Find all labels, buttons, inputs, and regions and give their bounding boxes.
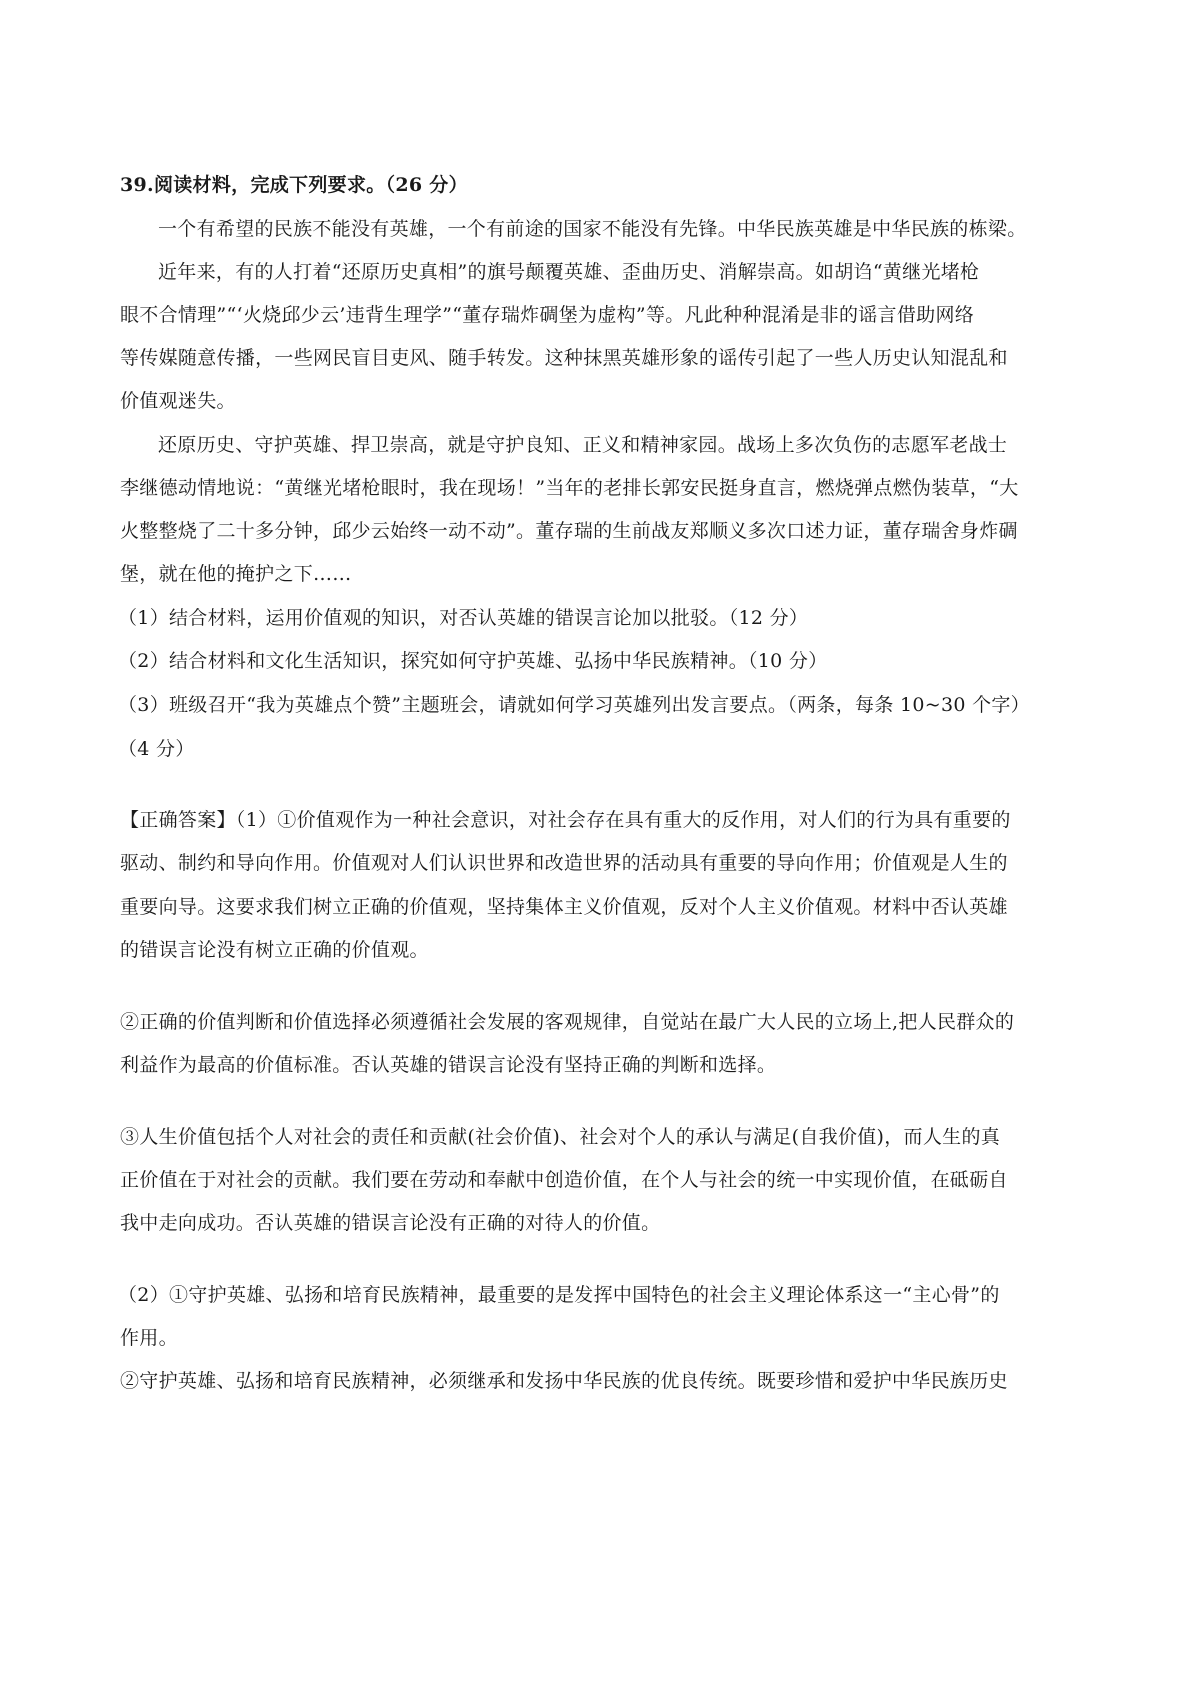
material-paragraph-2-line-1: 近年来，有的人打着“还原历史真相”的旗号颠覆英雄、歪曲历史、消解崇高。如胡诌“黄继光堵枪 xyxy=(158,261,980,283)
material-paragraph-1: 一个有希望的民族不能没有英雄，一个有前途的国家不能没有先锋。中华民族英雄是中华民族的栋梁。 xyxy=(158,218,1027,240)
answer-4-line-3: ②守护英雄、弘扬和培育民族精神，必须继承和发扬中华民族的优良传统。既要珍惜和爱护中华民族历史 xyxy=(120,1370,1008,1392)
question-title: 39.阅读材料，完成下列要求。（26 分） xyxy=(120,174,468,196)
answer-4-line-1: （2）①守护英雄、弘扬和培育民族精神，最重要的是发挥中国特色的社会主义理论体系这一“主心骨”的 xyxy=(118,1284,1000,1306)
answer-1-line-1: 【正确答案】（1）①价值观作为一种社会意识，对社会存在具有重大的反作用，对人们的行为具有重要的 xyxy=(120,809,1011,831)
material-paragraph-2-line-2: 眼不合情理”“‘火烧邱少云’违背生理学”“董存瑞炸碉堡为虚构”等。凡此种种混淆是非的谣言借助网络 xyxy=(120,304,975,326)
answer-2-line-2: 利益作为最高的价值标准。否认英雄的错误言论没有坚持正确的判断和选择。 xyxy=(120,1054,777,1076)
material-paragraph-2-line-4: 价值观迷失。 xyxy=(120,390,236,412)
task-3: （3）班级召开“我为英雄点个赞”主题班会，请就如何学习英雄列出发言要点。（两条，每条 10~30 个字） xyxy=(118,694,1030,716)
answer-1-line-4: 的错误言论没有树立正确的价值观。 xyxy=(120,939,429,961)
answer-1-line-3: 重要向导。这要求我们树立正确的价值观，坚持集体主义价值观，反对个人主义价值观。材料中否认英雄 xyxy=(120,896,1008,918)
material-paragraph-2-line-3: 等传媒随意传播，一些网民盲目吏风、随手转发。这种抹黑英雄形象的谣传引起了一些人历史认知混乱和 xyxy=(120,347,1008,369)
material-paragraph-3-line-3: 火整整烧了二十多分钟，邱少云始终一动不动”。董存瑞的生前战友郑顺义多次口述力证，董存瑞舍身炸碉 xyxy=(120,520,1018,542)
material-paragraph-3-line-2: 李继德动情地说：“黄继光堵枪眼时，我在现场！”当年的老排长郭安民挺身直言，燃烧弹点燃伪装草，“大 xyxy=(120,477,1019,499)
answer-3-line-2: 正价值在于对社会的贡献。我们要在劳动和奉献中创造价值，在个人与社会的统一中实现价值，在砥砺自 xyxy=(120,1169,1008,1191)
material-paragraph-3-line-4: 堡，就在他的掩护之下…… xyxy=(120,563,352,585)
answer-3-line-1: ③人生价值包括个人对社会的责任和贡献(社会价值)、社会对个人的承认与满足(自我价值)，而人生的真 xyxy=(120,1126,1001,1148)
task-2: （2）结合材料和文化生活知识，探究如何守护英雄、弘扬中华民族精神。（10 分） xyxy=(118,650,828,672)
answer-1-line-2: 驱动、制约和导向作用。价值观对人们认识世界和改造世界的活动具有重要的导向作用；价值观是人生的 xyxy=(120,852,1008,874)
task-1: （1）结合材料，运用价值观的知识，对否认英雄的错误言论加以批驳。（12 分） xyxy=(118,607,809,629)
task-3-score: （4 分） xyxy=(118,738,195,760)
answer-2-line-1: ②正确的价值判断和价值选择必须遵循社会发展的客观规律，自觉站在最广大人民的立场上,把人民群众的 xyxy=(120,1011,1015,1033)
material-paragraph-3-line-1: 还原历史、守护英雄、捍卫崇高，就是守护良知、正义和精神家园。战场上多次负伤的志愿军老战士 xyxy=(158,434,1008,456)
answer-3-line-3: 我中走向成功。否认英雄的错误言论没有正确的对待人的价值。 xyxy=(120,1212,661,1234)
answer-4-line-2: 作用。 xyxy=(120,1327,178,1349)
